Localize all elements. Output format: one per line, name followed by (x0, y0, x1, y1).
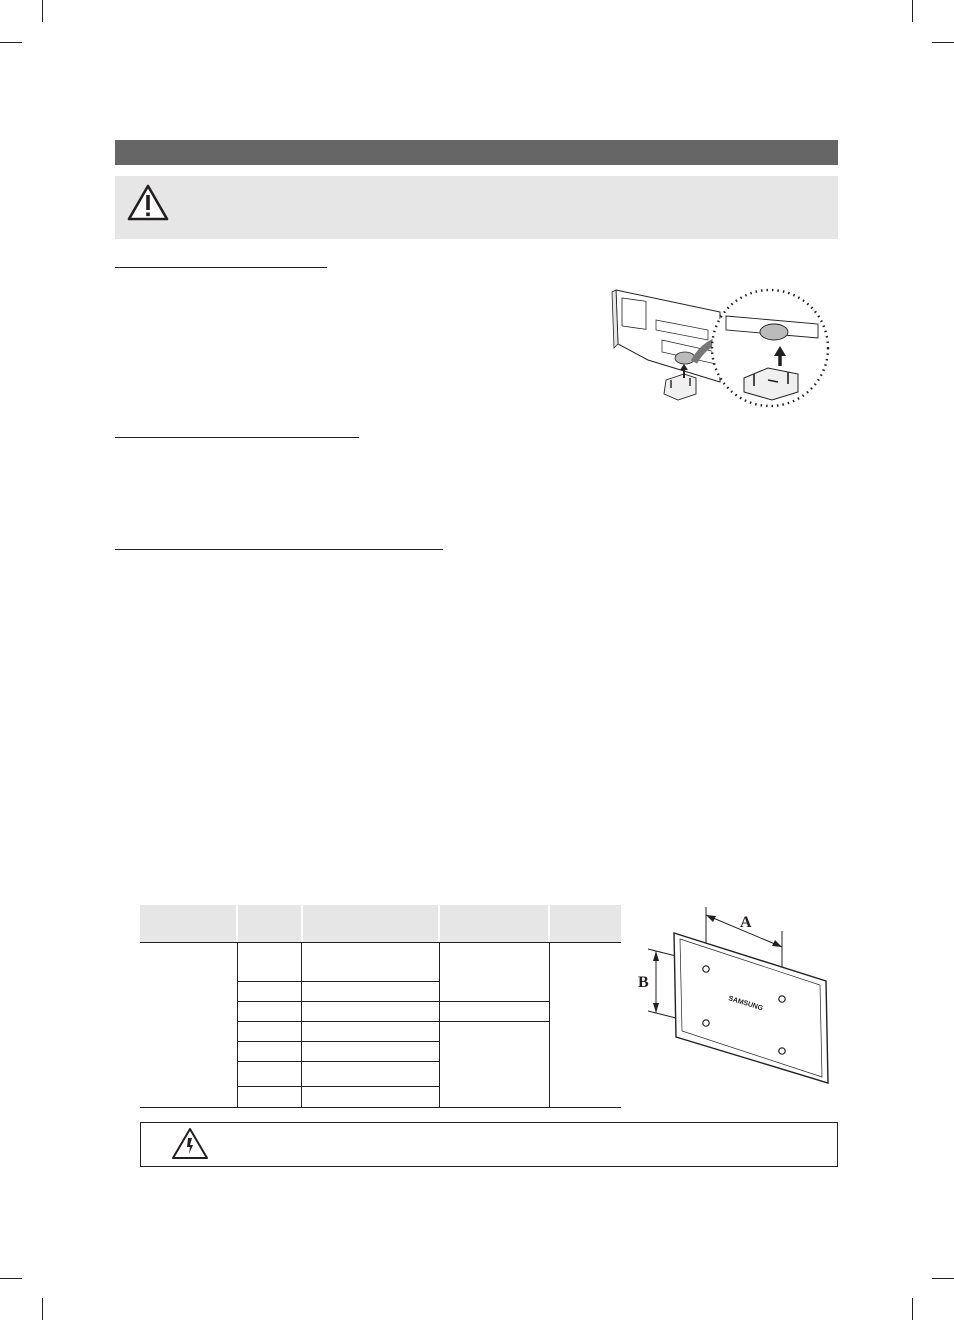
crop-mark (42, 1298, 43, 1320)
brand-logo-text: SAMSUNG (727, 995, 764, 1013)
crop-mark (912, 0, 913, 22)
dimension-b-label: B (638, 974, 649, 991)
crop-mark (912, 1298, 913, 1320)
crop-mark (0, 42, 22, 43)
wall-mount-illustration (636, 905, 836, 1087)
vesa-spec-table (140, 905, 621, 1108)
caution-box (115, 176, 838, 239)
electric-warning-box (140, 1122, 838, 1167)
section-heading-rule (115, 549, 443, 550)
crop-mark (932, 42, 954, 43)
section-heading-rule (115, 437, 359, 438)
crop-mark (42, 0, 43, 22)
electric-shock-warning-icon (171, 1127, 209, 1161)
stand-cover-illustration (608, 282, 833, 408)
crop-mark (0, 1278, 22, 1279)
warning-triangle-icon (127, 184, 169, 222)
section-title-bar (115, 140, 838, 165)
dimension-a-label: A (740, 914, 752, 931)
crop-mark (932, 1278, 954, 1279)
section-heading-rule (115, 267, 327, 268)
